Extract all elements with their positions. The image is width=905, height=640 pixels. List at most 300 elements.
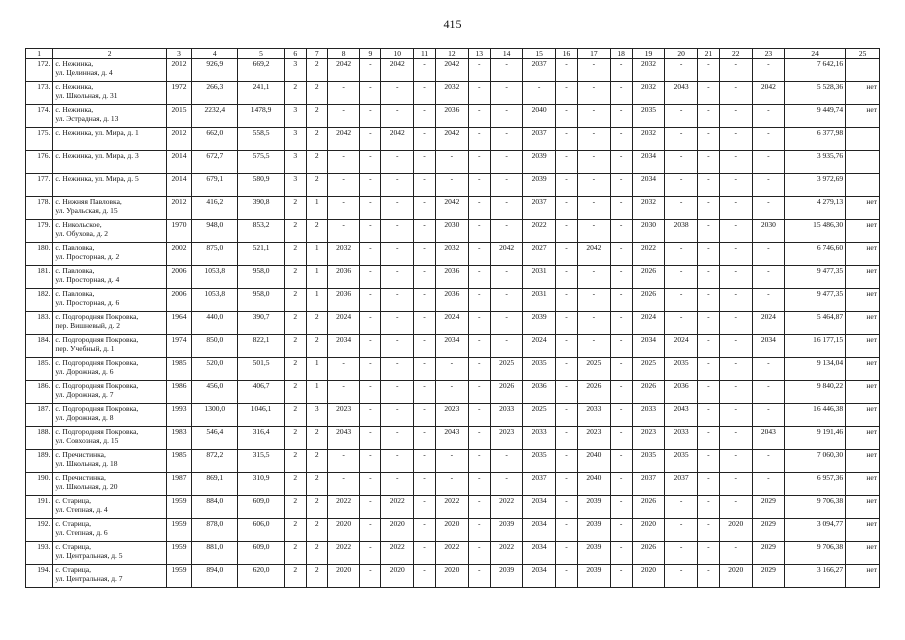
table-cell: - — [665, 105, 698, 128]
table-cell: 1959 — [166, 565, 191, 588]
address-cell: с. Старица, ул. Степная, д. 6 — [53, 519, 167, 542]
table-cell: 2034 — [632, 174, 665, 197]
table-cell: 1993 — [166, 404, 191, 427]
table-cell: 2020 — [436, 519, 469, 542]
row-number-cell: 182. — [26, 289, 53, 312]
column-header: 14 — [490, 49, 523, 59]
cost-cell: 9 134,04 — [785, 358, 846, 381]
note-cell — [846, 59, 880, 82]
table-cell: - — [468, 105, 490, 128]
cost-cell: 6 377,98 — [785, 128, 846, 151]
table-cell: 3 — [284, 151, 306, 174]
table-cell: - — [414, 128, 436, 151]
table-cell: 2034 — [523, 565, 556, 588]
address-cell: с. Подгородняя Покровка, пер. Вишневый, д. 2 — [53, 312, 167, 335]
table-cell: 679,1 — [192, 174, 238, 197]
table-cell: 2 — [306, 82, 327, 105]
table-cell: - — [381, 197, 414, 220]
column-header: 10 — [381, 49, 414, 59]
table-cell: - — [665, 519, 698, 542]
table-cell: 2022 — [436, 542, 469, 565]
table-cell: 2033 — [578, 404, 611, 427]
table-cell: - — [578, 197, 611, 220]
table-cell: 2 — [306, 174, 327, 197]
table-cell: - — [468, 427, 490, 450]
address-cell: с. Никольское, ул. Обухова, д. 2 — [53, 220, 167, 243]
table-cell: - — [610, 82, 632, 105]
table-cell: 881,0 — [192, 542, 238, 565]
table-cell: 2029 — [752, 519, 785, 542]
table-cell: 2022 — [327, 542, 360, 565]
table-cell: - — [490, 151, 523, 174]
table-cell: 521,1 — [238, 243, 284, 266]
table-cell: - — [414, 105, 436, 128]
table-cell: - — [719, 473, 752, 496]
table-cell: - — [360, 358, 381, 381]
table-cell: 2027 — [523, 243, 556, 266]
table-cell: - — [752, 404, 785, 427]
table-cell: 580,9 — [238, 174, 284, 197]
table-row — [26, 105, 880, 128]
table-cell: - — [468, 450, 490, 473]
table-cell: - — [752, 289, 785, 312]
table-cell: 2033 — [665, 427, 698, 450]
table-cell: 1 — [306, 266, 327, 289]
cost-cell: 6 746,60 — [785, 243, 846, 266]
row-number-cell: 177. — [26, 174, 53, 197]
table-cell: - — [610, 519, 632, 542]
table-cell: 2029 — [752, 542, 785, 565]
table-cell: - — [490, 59, 523, 82]
table-cell: - — [414, 266, 436, 289]
table-cell: 558,5 — [238, 128, 284, 151]
address-cell: с. Подгородняя Покровка, ул. Дорожная, д. 6 — [53, 358, 167, 381]
table-cell: - — [381, 358, 414, 381]
table-cell: 2022 — [327, 496, 360, 519]
column-header: 8 — [327, 49, 360, 59]
table-cell: 440,0 — [192, 312, 238, 335]
table-cell: - — [752, 473, 785, 496]
column-header: 3 — [166, 49, 191, 59]
table-cell: 1974 — [166, 335, 191, 358]
cost-cell: 5 464,87 — [785, 312, 846, 335]
table-cell: - — [578, 174, 611, 197]
table-cell: - — [414, 312, 436, 335]
table-cell: 2032 — [632, 128, 665, 151]
table-cell: 2022 — [381, 542, 414, 565]
table-cell: - — [665, 266, 698, 289]
table-cell: 2035 — [523, 450, 556, 473]
table-cell: - — [468, 473, 490, 496]
table-cell: 1983 — [166, 427, 191, 450]
table-cell: 2036 — [436, 105, 469, 128]
table-cell: - — [719, 404, 752, 427]
table-cell: - — [381, 105, 414, 128]
table-cell: 2023 — [327, 404, 360, 427]
table-cell: 3 — [284, 174, 306, 197]
row-number-cell: 179. — [26, 220, 53, 243]
table-cell: - — [719, 450, 752, 473]
note-cell: нет — [846, 565, 880, 588]
table-row — [26, 151, 880, 174]
note-cell: нет — [846, 266, 880, 289]
table-cell: - — [610, 197, 632, 220]
cost-cell: 9 477,35 — [785, 266, 846, 289]
table-cell: 2020 — [719, 565, 752, 588]
table-cell: - — [665, 496, 698, 519]
table-row — [26, 243, 880, 266]
table-cell: - — [381, 335, 414, 358]
table-cell: - — [610, 427, 632, 450]
table-cell: 2026 — [490, 381, 523, 404]
table-cell: - — [697, 151, 719, 174]
address-cell: с. Подгородняя Покровка, ул. Совхозная, д. 15 — [53, 427, 167, 450]
table-cell: 2025 — [578, 358, 611, 381]
table-cell: - — [578, 82, 611, 105]
table-cell: 2039 — [578, 565, 611, 588]
note-cell: нет — [846, 105, 880, 128]
table-cell: 3 — [284, 59, 306, 82]
table-cell: 2 — [306, 542, 327, 565]
table-cell: 2 — [284, 427, 306, 450]
address-cell: с. Нежинка, ул. Мира, д. 3 — [53, 151, 167, 174]
table-cell: - — [327, 450, 360, 473]
table-cell: 853,2 — [238, 220, 284, 243]
table-cell: 2037 — [523, 59, 556, 82]
table-cell: - — [665, 197, 698, 220]
table-cell: 2036 — [327, 266, 360, 289]
table-cell: 2024 — [523, 335, 556, 358]
table-cell: - — [381, 427, 414, 450]
table-cell: 2020 — [381, 565, 414, 588]
table-cell: 2026 — [632, 266, 665, 289]
table-cell: - — [360, 427, 381, 450]
table-cell: 2006 — [166, 266, 191, 289]
table-cell: - — [360, 565, 381, 588]
table-cell: 2023 — [436, 404, 469, 427]
table-cell: 2 — [284, 289, 306, 312]
table-cell: 2032 — [327, 243, 360, 266]
row-number-cell: 193. — [26, 542, 53, 565]
table-cell: - — [436, 358, 469, 381]
table-cell: 2 — [306, 519, 327, 542]
table-cell: 2026 — [632, 289, 665, 312]
row-number-cell: 187. — [26, 404, 53, 427]
table-cell: 2015 — [166, 105, 191, 128]
table-cell: - — [414, 381, 436, 404]
column-header: 13 — [468, 49, 490, 59]
table-cell: 3 — [284, 105, 306, 128]
table-cell: - — [752, 59, 785, 82]
table-cell: - — [578, 105, 611, 128]
table-cell: - — [752, 174, 785, 197]
table-cell: - — [360, 519, 381, 542]
table-cell: - — [610, 565, 632, 588]
table-cell: - — [381, 151, 414, 174]
table-cell: - — [555, 496, 577, 519]
table-cell: - — [381, 450, 414, 473]
address-cell: с. Подгородняя Покровка, ул. Дорожная, д. 7 — [53, 381, 167, 404]
row-number-cell: 181. — [26, 266, 53, 289]
table-cell: 2 — [306, 450, 327, 473]
table-cell: - — [555, 266, 577, 289]
table-cell: - — [665, 542, 698, 565]
table-cell: - — [360, 151, 381, 174]
table-cell: - — [381, 473, 414, 496]
row-number-cell: 178. — [26, 197, 53, 220]
table-cell: - — [490, 105, 523, 128]
table-cell: 1985 — [166, 358, 191, 381]
table-cell: - — [555, 243, 577, 266]
table-cell: - — [468, 174, 490, 197]
table-cell: 2040 — [578, 450, 611, 473]
row-number-cell: 175. — [26, 128, 53, 151]
table-cell: 2024 — [665, 335, 698, 358]
table-cell: - — [360, 220, 381, 243]
table-cell: - — [697, 197, 719, 220]
table-cell: 2042 — [381, 59, 414, 82]
table-cell: - — [697, 82, 719, 105]
table-cell: - — [555, 312, 577, 335]
table-cell: 2022 — [490, 496, 523, 519]
table-row — [26, 542, 880, 565]
cost-cell: 15 486,30 — [785, 220, 846, 243]
table-row — [26, 197, 880, 220]
note-cell: нет — [846, 197, 880, 220]
table-cell: 2 — [306, 312, 327, 335]
table-cell: - — [360, 542, 381, 565]
address-cell: с. Старица, ул. Центральная, д. 7 — [53, 565, 167, 588]
table-cell: - — [468, 381, 490, 404]
table-cell: - — [555, 197, 577, 220]
table-cell: 2 — [284, 358, 306, 381]
table-cell: 822,1 — [238, 335, 284, 358]
table-cell: - — [381, 243, 414, 266]
table-cell: 958,0 — [238, 266, 284, 289]
table-cell: - — [719, 381, 752, 404]
table-cell: - — [327, 174, 360, 197]
table-cell: 1959 — [166, 542, 191, 565]
table-cell: 2 — [284, 519, 306, 542]
table-cell: 2033 — [490, 404, 523, 427]
column-header: 20 — [665, 49, 698, 59]
table-cell: 669,2 — [238, 59, 284, 82]
cost-cell: 9 706,38 — [785, 496, 846, 519]
table-cell: 1 — [306, 381, 327, 404]
table-cell: - — [610, 496, 632, 519]
cost-cell: 3 094,77 — [785, 519, 846, 542]
table-cell: 2039 — [490, 565, 523, 588]
table-row — [26, 128, 880, 151]
table-cell: - — [414, 220, 436, 243]
cost-cell: 6 957,36 — [785, 473, 846, 496]
table-cell: - — [697, 519, 719, 542]
table-cell: 2042 — [381, 128, 414, 151]
table-cell: - — [697, 542, 719, 565]
address-cell: с. Пречистинка, ул. Школьная, д. 20 — [53, 473, 167, 496]
table-cell: 2042 — [436, 128, 469, 151]
table-cell: - — [752, 266, 785, 289]
note-cell: нет — [846, 450, 880, 473]
table-cell: 2030 — [632, 220, 665, 243]
table-cell: 2034 — [523, 519, 556, 542]
table-cell: - — [697, 220, 719, 243]
table-cell: 2039 — [523, 151, 556, 174]
table-cell: - — [360, 473, 381, 496]
table-cell: - — [697, 427, 719, 450]
table-cell: 875,0 — [192, 243, 238, 266]
table-cell: 2042 — [752, 82, 785, 105]
table-cell: - — [555, 450, 577, 473]
address-cell: с. Нежинка, ул. Мира, д. 5 — [53, 174, 167, 197]
table-cell: - — [697, 105, 719, 128]
table-cell: 2036 — [665, 381, 698, 404]
note-cell: нет — [846, 496, 880, 519]
table-cell: 2020 — [381, 519, 414, 542]
column-header: 5 — [238, 49, 284, 59]
table-cell: - — [697, 59, 719, 82]
table-cell: 2036 — [523, 381, 556, 404]
table-cell: 2 — [306, 473, 327, 496]
table-cell: 266,3 — [192, 82, 238, 105]
table-cell: - — [697, 565, 719, 588]
table-cell: 2034 — [523, 496, 556, 519]
cost-cell: 7 060,30 — [785, 450, 846, 473]
table-cell: 2035 — [523, 358, 556, 381]
table-cell: - — [719, 220, 752, 243]
table-cell: - — [719, 82, 752, 105]
address-cell: с. Нижняя Павловка, ул. Уральская, д. 15 — [53, 197, 167, 220]
table-cell: - — [610, 358, 632, 381]
table-cell: - — [468, 542, 490, 565]
row-number-cell: 190. — [26, 473, 53, 496]
table-cell: - — [610, 381, 632, 404]
cost-cell: 5 528,36 — [785, 82, 846, 105]
address-cell: с. Павловка, ул. Просторная, д. 4 — [53, 266, 167, 289]
table-cell: 2 — [284, 220, 306, 243]
table-cell: - — [665, 243, 698, 266]
note-cell: нет — [846, 427, 880, 450]
table-cell: - — [697, 473, 719, 496]
table-cell: - — [719, 335, 752, 358]
column-header: 11 — [414, 49, 436, 59]
table-cell: 2032 — [632, 197, 665, 220]
table-row — [26, 427, 880, 450]
table-cell: - — [468, 197, 490, 220]
column-header: 24 — [785, 49, 846, 59]
table-cell: - — [360, 243, 381, 266]
table-cell: - — [490, 82, 523, 105]
table-cell: - — [468, 151, 490, 174]
table-cell: - — [578, 312, 611, 335]
table-cell: 1 — [306, 197, 327, 220]
table-cell: 2026 — [632, 381, 665, 404]
address-cell: с. Старица, ул. Центральная, д. 5 — [53, 542, 167, 565]
table-cell: - — [752, 358, 785, 381]
row-number-cell: 184. — [26, 335, 53, 358]
table-row — [26, 496, 880, 519]
table-cell: 2022 — [436, 496, 469, 519]
address-cell: с. Нежинка, ул. Школьная, д. 31 — [53, 82, 167, 105]
table-cell: - — [436, 174, 469, 197]
table-cell: - — [555, 82, 577, 105]
table-cell: - — [468, 82, 490, 105]
table-cell: 2036 — [436, 289, 469, 312]
table-cell: - — [381, 404, 414, 427]
table-row — [26, 266, 880, 289]
row-number-cell: 183. — [26, 312, 53, 335]
table-cell: 2037 — [632, 473, 665, 496]
table-cell: - — [360, 82, 381, 105]
table-cell: - — [719, 312, 752, 335]
table-cell: - — [468, 243, 490, 266]
table-cell: - — [468, 565, 490, 588]
row-number-cell: 188. — [26, 427, 53, 450]
table-row — [26, 335, 880, 358]
table-cell: 2020 — [632, 519, 665, 542]
table-cell: 2012 — [166, 197, 191, 220]
table-cell: 2043 — [752, 427, 785, 450]
table-cell: - — [468, 312, 490, 335]
column-header: 21 — [697, 49, 719, 59]
table-cell: 2014 — [166, 174, 191, 197]
table-cell: - — [578, 151, 611, 174]
table-cell: - — [610, 335, 632, 358]
table-cell: 406,7 — [238, 381, 284, 404]
table-cell: - — [610, 450, 632, 473]
table-cell: - — [555, 335, 577, 358]
table-row — [26, 381, 880, 404]
table-cell: - — [610, 243, 632, 266]
row-number-cell: 172. — [26, 59, 53, 82]
table-cell: - — [752, 197, 785, 220]
table-cell: 546,4 — [192, 427, 238, 450]
column-header: 22 — [719, 49, 752, 59]
table-cell: 948,0 — [192, 220, 238, 243]
cost-cell: 9 449,74 — [785, 105, 846, 128]
table-cell: - — [381, 381, 414, 404]
table-cell: - — [490, 473, 523, 496]
table-row — [26, 404, 880, 427]
table-cell: - — [436, 450, 469, 473]
table-cell: - — [555, 151, 577, 174]
table-cell: 1972 — [166, 82, 191, 105]
table-cell: 2034 — [327, 335, 360, 358]
table-cell: - — [381, 312, 414, 335]
repair-schedule-table — [25, 48, 880, 588]
table-cell: 2023 — [578, 427, 611, 450]
table-cell: 620,0 — [238, 565, 284, 588]
address-cell: с. Нежинка, ул. Целинная, д. 4 — [53, 59, 167, 82]
table-cell: 2 — [306, 105, 327, 128]
table-cell: 609,0 — [238, 496, 284, 519]
page-number: 415 — [443, 17, 462, 31]
table-cell: 2020 — [436, 565, 469, 588]
table-cell: 2034 — [632, 151, 665, 174]
table-cell: - — [697, 496, 719, 519]
table-cell: 2 — [284, 243, 306, 266]
table-cell: - — [360, 450, 381, 473]
table-cell: 2 — [284, 450, 306, 473]
table-cell: 2042 — [327, 128, 360, 151]
table-cell: - — [414, 82, 436, 105]
table-cell: 2042 — [327, 59, 360, 82]
table-cell: 2032 — [632, 82, 665, 105]
table-cell: 2025 — [523, 404, 556, 427]
table-cell: 416,2 — [192, 197, 238, 220]
table-cell: 2035 — [632, 450, 665, 473]
cost-cell: 9 191,46 — [785, 427, 846, 450]
